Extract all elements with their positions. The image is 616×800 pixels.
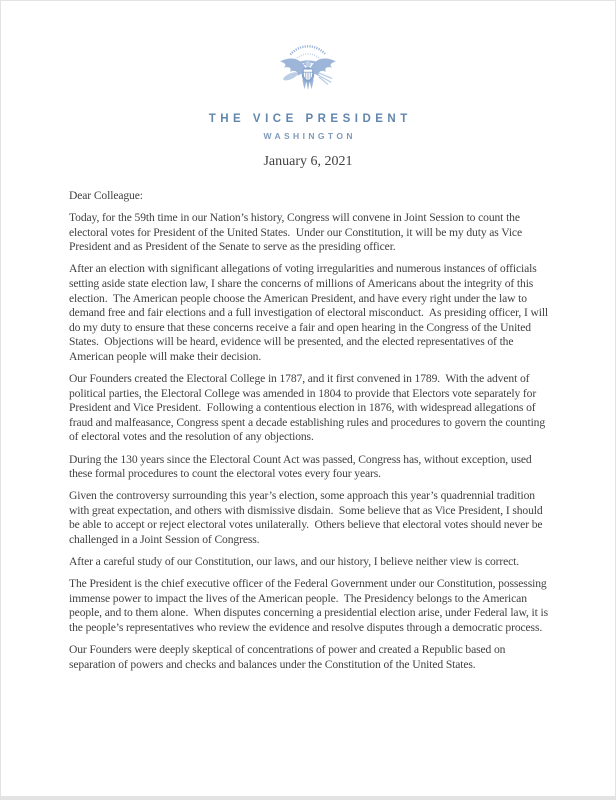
vice-president-seal-icon: [272, 36, 344, 96]
letter-paragraph: Our Founders were deeply skeptical of concentrations of power and created a Republic based on separation of powers and checks and balances under the Constitution of the United States.: [69, 643, 509, 671]
letter-paragraph: Given the controversy surrounding this year’s election, some approach this year’s quadrennial tradition with great expectation, and others with dismissive disdain. Some believe that as Vice President, I should be able to accept or reject electoral votes unilaterally. Others believe that electoral votes should never be challenged in a Joint Session of Congress.: [69, 489, 546, 546]
letter-paragraph: After an election with significant allegations of voting irregularities and numerous instances of officials setting aside state election law, I share the concerns of millions of Americans about the integrity of this election. The American people choose the American President, and have every right under the law to demand free and fair elections and a full investigation of electoral misconduct. As presiding officer, I will do my duty to ensure that these concerns receive a fair and open hearing in the Congress of the United States. Objections will be heard, evidence will be presented, and the elected representatives of the American people will make their decision.: [69, 262, 551, 363]
letter-paragraph: Today, for the 59th time in our Nation’s history, Congress will convene in Joint Session to count the electoral votes for President of the United States. Under our Constitution, it will be my duty as Vice President and as President of the Senate to serve as the presiding officer.: [69, 211, 525, 254]
letter-paragraph: During the 130 years since the Electoral Count Act was passed, Congress has, without exception, used these formal procedures to count the electoral votes every four years.: [69, 452, 535, 481]
letterhead-title: THE VICE PRESIDENT: [208, 113, 412, 125]
salutation: Dear Colleague:: [69, 189, 143, 202]
letterhead: [1, 1, 615, 141]
letter-paragraph: After a careful study of our Constitution, our laws, and our history, I believe neither view is correct.: [69, 555, 520, 569]
letter-paragraph: Our Founders created the Electoral College in 1787, and it first convened in 1789. With the advent of political parties, the Electoral College was amended in 1804 to provide that Electors vote separately for President and Vice President. Following a contentious election in 1876, with widespread allegations of fraud and malfeasance, Congress spent a decade establishing rules and procedures to govern the counting of electoral votes and the resolution of any objections.: [69, 372, 548, 444]
letter-body: [1, 189, 615, 672]
letter-date: January 6, 2021: [263, 154, 353, 169]
letterhead-subtitle: WASHINGTON: [263, 131, 356, 141]
letter-paragraph: The President is the chief executive officer of the Federal Government under our Constitution, possessing immense power to impact the lives of the American people. The Presidency belongs to the American people, and to them alone. When disputes concerning a presidential election arise, under Federal law, it is the people’s representatives who review the evidence and resolve disputes through a democratic process.: [69, 577, 551, 634]
